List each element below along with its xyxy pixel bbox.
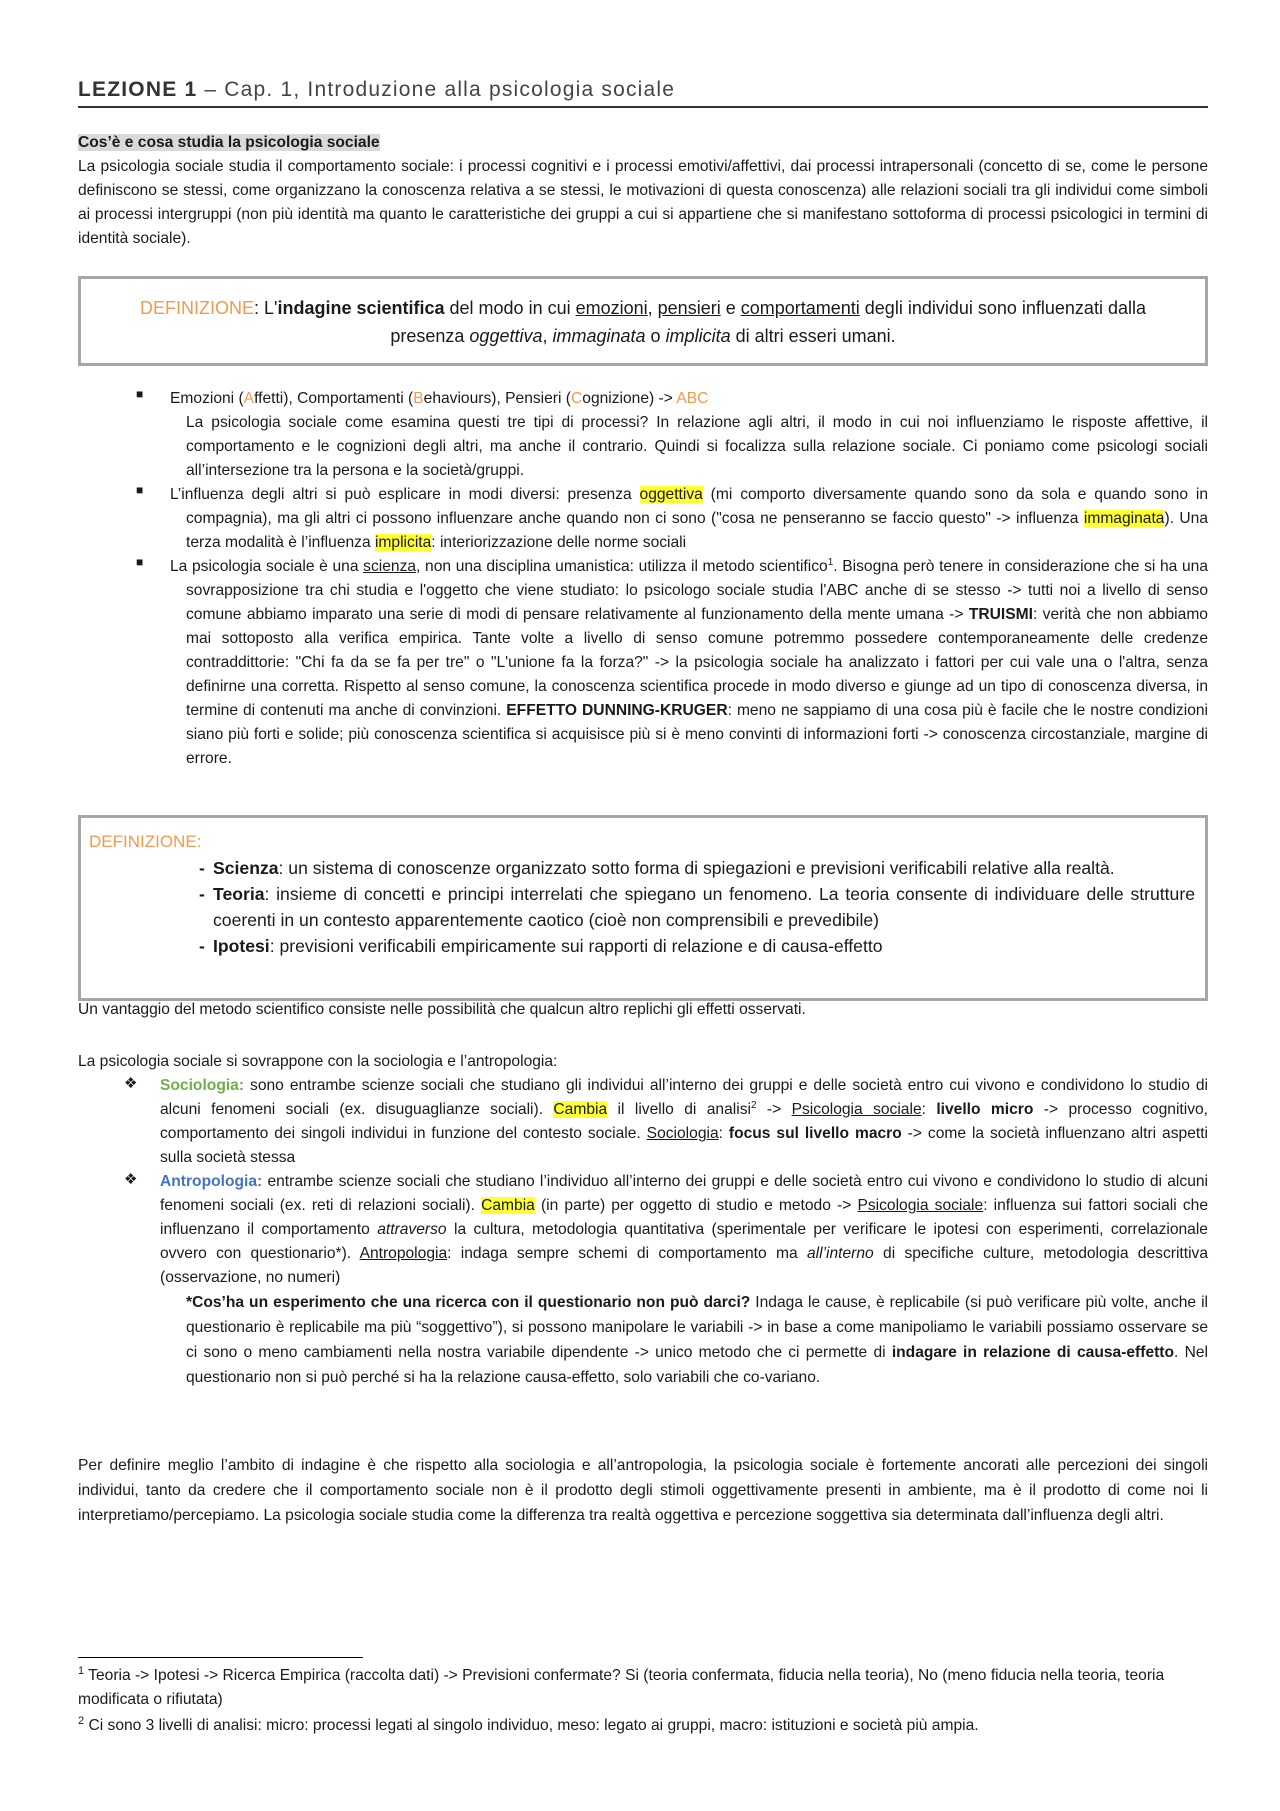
list-item: ■ La psicologia sociale è una scienza, non una disciplina umanistica: utilizza il metodo scientifico$^1$. Bisogna però tenere in considerazione che si ha una sovrapposizione tra chi studia e l'oggetto che viene studiato: lo psicologo sociale studia l'ABC anche di se stesso -> tutti noi a livello di senso comune abbiamo imparato una serie di modi di pensare relativamente al funzionamento della mente umana -> TRUISMI: verità che non abbiamo mai sottoposto alla verifica empirica. Tante volte a livello di senso comune potremmo possedere contemporaneamente delle credenze contraddittorie: "Chi fa da se fa per tre" o "L'unione fa la forza?" -> la psicologia sociale ha analizzato i fattori per cui vale una o l'altra, senza definirne una corretta. Rispetto al senso comune, la conoscenza scientifica procede in modo diverso e giunge ad un tipo di conoscenza diversa, in termine di contenuti ma anche di convinzioni. EFFETTO DUNNING-KRUGER: meno ne sappiamo di una cosa più è facile che le nostre condizioni siano più forti e solide; più conoscenza scientifica si acquisisce più si è meno convinti di informazioni forti -> conoscenza circostanziale, margine di errore. bbox=[136, 555, 1209, 767]
footnote-ref[interactable]: 1 bbox=[827, 556, 834, 568]
chapter-title: Cap. 1, Introduzione alla psicologia sociale bbox=[224, 78, 676, 101]
diamond-bullet-icon: ❖ bbox=[124, 1171, 138, 1188]
footnote-divider bbox=[78, 1657, 363, 1658]
definition-item: - Ipotesi: previsioni verificabili empiricamente sui rapporti di relazione e di causa-effetto bbox=[199, 933, 1195, 959]
experiment-note: *Cos’ha un esperimento che una ricerca con il questionario non può darci? Indaga le cause, è replicabile (si può verificare più volte, anche il questionario è replicabile ma più “soggettivo”), si possono manipolare le variabili -> in base a come manipoliamo le variabili possiamo osservare se ci sono o meno cambiamenti nella nostra variabile dipendente -> unico metodo che ci permette di indagare in relazione di causa-effetto. Nel questionario non si può perché si ha la relazione causa-effetto, solo variabili che co-variano. bbox=[186, 1294, 1208, 1386]
lesson-label: LEZIONE 1 bbox=[78, 78, 198, 101]
intro-paragraph: La psicologia sociale studia il comportamento sociale: i processi cognitivi e i processi emotivi/affettivi, dai processi intrapersonali (concetto di se, come le persone definiscono se stessi, come organizzano la conoscenza relativa a se stessi, le motivazioni di questa conoscenza) alle relazioni sociali tra gli individui come simboli ai processi intergruppi (non più identità ma quanto le caratteristiche dei gruppi a cui si appartiene che si manifestano sottoforma di processi psicologici in termini di identità sociale). bbox=[78, 158, 1208, 247]
definition-box: DEFINIZIONE: L'indagine scientifica del modo in cui emozioni, pensieri e comportamenti degli individui sono influenzati dalla presenza oggettiva, immaginata o implicita di altri esseri umani. bbox=[78, 276, 1208, 366]
list-item: ■ L’influenza degli altri si può esplicare in modi diversi: presenza oggettiva (mi comporto diversamente quando sono da sola e quando sono in compagnia), ma gli altri ci possono influenzare anche quando non ci sono ("cosa ne penseranno se faccio questo" -> influenza immaginata). Una terza modalità è l’influenza implicita: interiorizzazione delle norme sociali bbox=[136, 483, 1208, 551]
definition-box-2 bbox=[78, 815, 1208, 1001]
diamond-bullet-icon: ❖ bbox=[124, 1075, 138, 1092]
footnote: $^1$ Teoria -> Ipotesi -> Ricerca Empirica (raccolta dati) -> Previsioni confermate? Si (teoria confermata, fiducia nella teoria), No (meno fiducia nella teoria, teoria modificata o rifiutata) bbox=[78, 1664, 1165, 1708]
definition-item: - Scienza: un sistema di conoscenze organizzato sotto forma di spiegazioni e previsioni verificabili relative alla realtà. bbox=[199, 855, 1195, 881]
list-item: ❖ Sociologia: sono entrambe scienze sociali che studiano gli individui all’interno dei gruppi e delle società entro cui vivono e condividono lo studio di alcuni fenomeni sociali (ex. disuguaglianze sociali). Cambia il livello di analisi$^2$ -> Psicologia sociale: livello micro -> processo cognitivo, comportamento dei singoli individui in funzione del contesto sociale. Sociologia: focus sul livello macro -> come la società influenzano altri aspetti sulla società stessa bbox=[124, 1075, 1209, 1166]
section-heading: Cos’è e cosa studia la psicologia sociale bbox=[78, 134, 380, 151]
square-bullet-icon: ■ bbox=[136, 483, 144, 497]
footnote: $^2$ Ci sono 3 livelli di analisi: micro: processi legati al singolo individuo, meso: legato ai gruppi, macro: istituzioni e società più ampia. bbox=[78, 1714, 979, 1734]
square-bullet-icon: ■ bbox=[136, 387, 144, 401]
square-bullet-icon: ■ bbox=[136, 555, 144, 569]
definition-item: - Teoria: insieme di concetti e principi interrelati che spiegano un fenomeno. La teoria consente di individuare delle strutture coerenti in un contesto apparentemente caotico (cioè non comprensibili e prevedibile) bbox=[199, 881, 1195, 933]
list-item: ■ Emozioni (Affetti), Comportamenti (Behaviours), Pensieri (Cognizione) -> ABC La psicologia sociale come esamina questi tre tipi di processi? In relazione agli altri, il modo in cui noi influenziamo le risposte affettive, il comportamento e le cognizioni degli altri, ma anche il contrario. Quindi si focalizza sulla relazione sociale. Ci poniamo come psicologi sociali all’intersezione tra la persona e la società/gruppi. bbox=[136, 387, 1208, 479]
overlap-intro: La psicologia sociale si sovrappone con la sociologia e l’antropologia: bbox=[78, 1053, 558, 1070]
definition-label: DEFINIZIONE: bbox=[89, 832, 202, 851]
section-intro bbox=[78, 131, 1208, 251]
closing-paragraph: Per definire meglio l’ambito di indagine è che rispetto alla sociologia e all’antropologia, la psicologia sociale è fortemente ancorati alle percezioni dei singoli individui, tanto da credere che il comportamento sociale non è il prodotto degli stimoli oggettivamente presenti in ambiente, ma è il prodotto di come noi li interpretiamo/percepiamo. La psicologia sociale studia come la differenza tra realtà oggettiva e percezione soggettiva sia determinata dall’influenza degli altri. bbox=[78, 1457, 1208, 1524]
overlap-section bbox=[78, 1050, 1208, 1390]
page-title: LEZIONE 1 – Cap. 1, Introduzione alla psicologia sociale bbox=[78, 78, 1208, 108]
definition-label: DEFINIZIONE bbox=[140, 298, 255, 318]
bullet-list bbox=[78, 387, 1208, 771]
footnote-ref[interactable]: 2 bbox=[750, 1099, 757, 1111]
list-item: ❖ Antropologia: entrambe scienze sociali che studiano l’individuo all’interno dei gruppi e delle società entro cui vivono e condividono lo studio di alcuni fenomeni sociali (ex. reti di relazioni sociali). Cambia (in parte) per oggetto di studio e metodo -> Psicologia sociale: influenza sui fattori sociali che influenzano il comportamento attraverso la cultura, metodologia quantitativa (sperimentale per verificare le ipotesi con esperimenti, correlazionale ovvero con questionario*). Antropologia: indaga sempre schemi di comportamento ma all’interno di specifiche culture, metodologia descrittiva (osservazione, no numeri) bbox=[124, 1171, 1209, 1286]
advantage-paragraph: Un vantaggio del metodo scientifico consiste nelle possibilità che qualcun altro replichi gli effetti osservati. bbox=[78, 1001, 806, 1018]
